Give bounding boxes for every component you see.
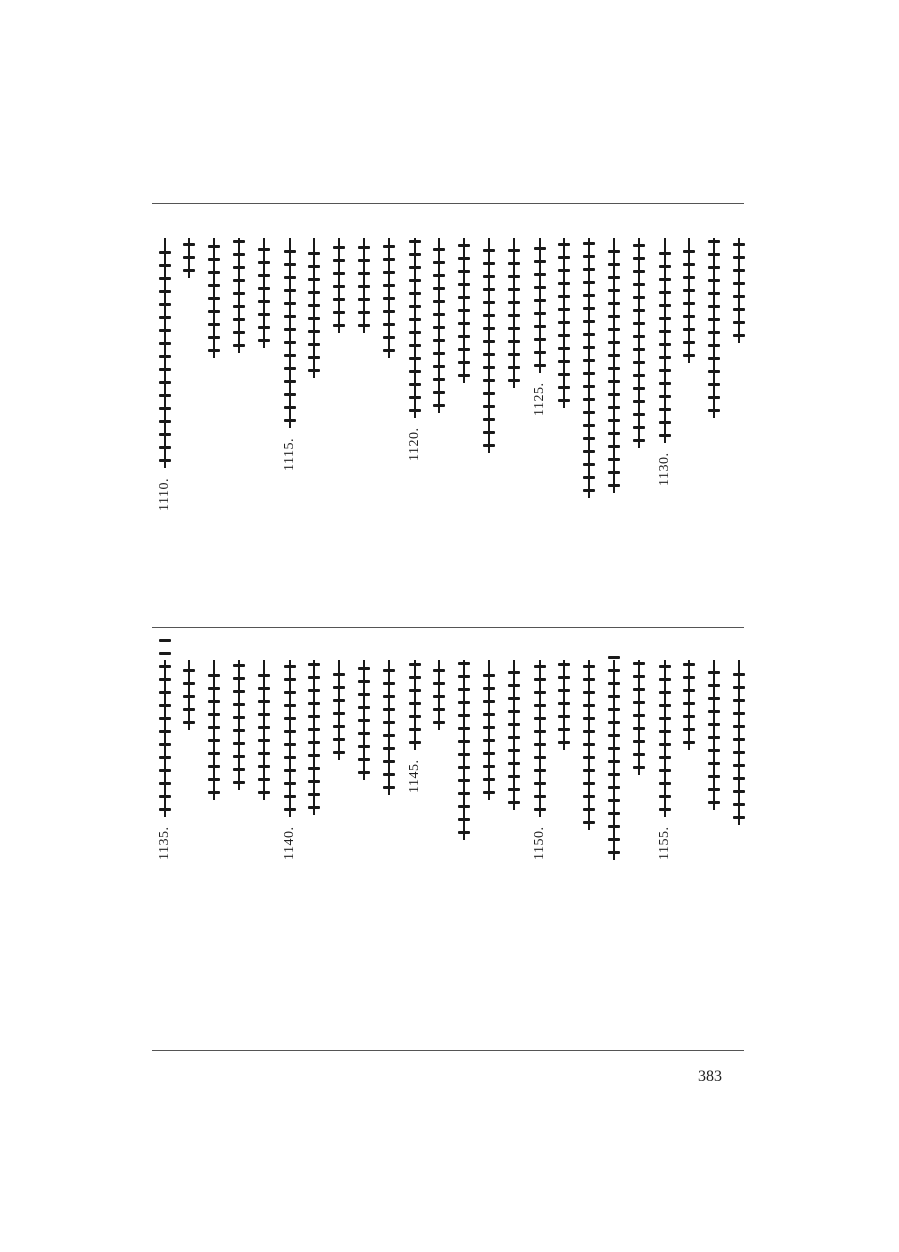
page-number: 383 <box>698 1068 722 1085</box>
mongolian-script-glyphs <box>431 238 447 413</box>
mongolian-script-glyphs <box>282 660 298 817</box>
text-line <box>181 660 197 860</box>
mongolian-script-glyphs <box>431 660 447 730</box>
mongolian-script-glyphs <box>506 660 522 810</box>
text-line <box>731 238 747 528</box>
line-number: 1110. <box>157 478 172 511</box>
mongolian-script-glyphs <box>657 660 673 817</box>
line-number: 1125. <box>532 383 547 417</box>
mongolian-script-glyphs <box>657 238 673 443</box>
text-line <box>331 238 347 528</box>
text-line <box>406 238 424 528</box>
mongolian-script-glyphs <box>481 660 497 800</box>
mongolian-script-glyphs <box>506 238 522 388</box>
mongolian-script-glyphs <box>456 238 472 383</box>
mongolian-script-glyphs <box>581 660 597 830</box>
mongolian-script-glyphs <box>456 660 472 840</box>
mongolian-script-glyphs <box>631 660 647 775</box>
text-line <box>206 238 222 528</box>
mongolian-script-glyphs <box>581 238 597 498</box>
mongolian-script-glyphs <box>407 660 423 750</box>
mongolian-script-glyphs <box>181 238 197 278</box>
text-line <box>531 660 549 860</box>
mongolian-script-glyphs <box>356 660 372 780</box>
text-line <box>281 660 299 860</box>
mongolian-script-glyphs <box>356 238 372 333</box>
upper-text-block <box>152 238 744 528</box>
text-line <box>556 238 572 528</box>
text-line <box>431 660 447 860</box>
text-line <box>481 660 497 860</box>
mongolian-script-glyphs <box>706 660 722 810</box>
text-line <box>456 660 472 860</box>
bottom-rule <box>152 1050 744 1051</box>
text-line <box>256 238 272 528</box>
text-line <box>356 660 372 860</box>
text-line <box>606 660 622 860</box>
mongolian-script-glyphs <box>206 238 222 358</box>
middle-rule <box>152 627 744 628</box>
mongolian-script-glyphs <box>481 238 497 453</box>
text-line <box>356 238 372 528</box>
mongolian-script-glyphs <box>331 660 347 760</box>
mongolian-script-glyphs <box>731 660 747 825</box>
text-line <box>206 660 222 860</box>
mongolian-script-glyphs <box>306 660 322 815</box>
text-line <box>581 660 597 860</box>
mongolian-script-glyphs <box>231 238 247 353</box>
text-line <box>281 238 299 528</box>
text-line <box>656 238 674 528</box>
mongolian-script-glyphs <box>157 238 173 468</box>
mongolian-script-glyphs <box>556 238 572 408</box>
text-line <box>481 238 497 528</box>
mongolian-script-glyphs <box>631 238 647 448</box>
line-number: 1135. <box>157 826 172 860</box>
line-number: 1145. <box>407 760 422 794</box>
text-line <box>706 660 722 860</box>
text-line <box>531 238 549 528</box>
text-line <box>506 238 522 528</box>
mongolian-script-glyphs <box>381 660 397 795</box>
mongolian-script-glyphs <box>231 660 247 790</box>
mongolian-script-glyphs <box>206 660 222 800</box>
text-line <box>681 660 697 860</box>
mongolian-script-glyphs <box>256 238 272 348</box>
text-line <box>381 660 397 860</box>
mongolian-script-glyphs <box>731 238 747 343</box>
mongolian-script-glyphs <box>532 238 548 373</box>
text-line <box>706 238 722 528</box>
text-line <box>456 238 472 528</box>
line-number: 1120. <box>407 428 422 462</box>
text-line <box>406 660 424 860</box>
text-line <box>381 238 397 528</box>
mongolian-script-glyphs <box>606 660 622 860</box>
text-line <box>156 660 174 860</box>
text-line <box>306 660 322 860</box>
mongolian-script-glyphs <box>681 238 697 363</box>
mongolian-script-glyphs <box>407 238 423 418</box>
line-number: 1155. <box>657 826 672 860</box>
mongolian-script-glyphs <box>331 238 347 333</box>
text-line <box>256 660 272 860</box>
line-number: 1115. <box>282 438 297 471</box>
mongolian-script-glyphs <box>606 238 622 493</box>
text-line <box>506 660 522 860</box>
text-line <box>681 238 697 528</box>
text-line <box>231 238 247 528</box>
text-line <box>156 238 174 528</box>
line-number: 1150. <box>532 826 547 860</box>
mongolian-script-glyphs <box>306 238 322 378</box>
mongolian-script-glyphs <box>181 660 197 730</box>
text-line <box>606 238 622 528</box>
lower-text-block <box>152 660 744 860</box>
text-line <box>631 660 647 860</box>
text-line <box>181 238 197 528</box>
text-line <box>431 238 447 528</box>
text-line <box>656 660 674 860</box>
mongolian-script-glyphs <box>157 660 173 817</box>
text-line <box>556 660 572 860</box>
line-number: 1130. <box>657 453 672 487</box>
text-line <box>306 238 322 528</box>
text-line <box>731 660 747 860</box>
mongolian-script-glyphs <box>706 238 722 418</box>
mongolian-script-glyphs <box>532 660 548 817</box>
mongolian-script-glyphs <box>381 238 397 358</box>
line-number: 1140. <box>282 826 297 860</box>
text-line <box>331 660 347 860</box>
mongolian-script-glyphs <box>681 660 697 750</box>
mongolian-script-glyphs <box>256 660 272 800</box>
text-line <box>581 238 597 528</box>
mongolian-script-glyphs <box>282 238 298 428</box>
text-line <box>631 238 647 528</box>
text-line <box>231 660 247 860</box>
top-rule <box>152 203 744 204</box>
mongolian-script-glyphs <box>556 660 572 750</box>
